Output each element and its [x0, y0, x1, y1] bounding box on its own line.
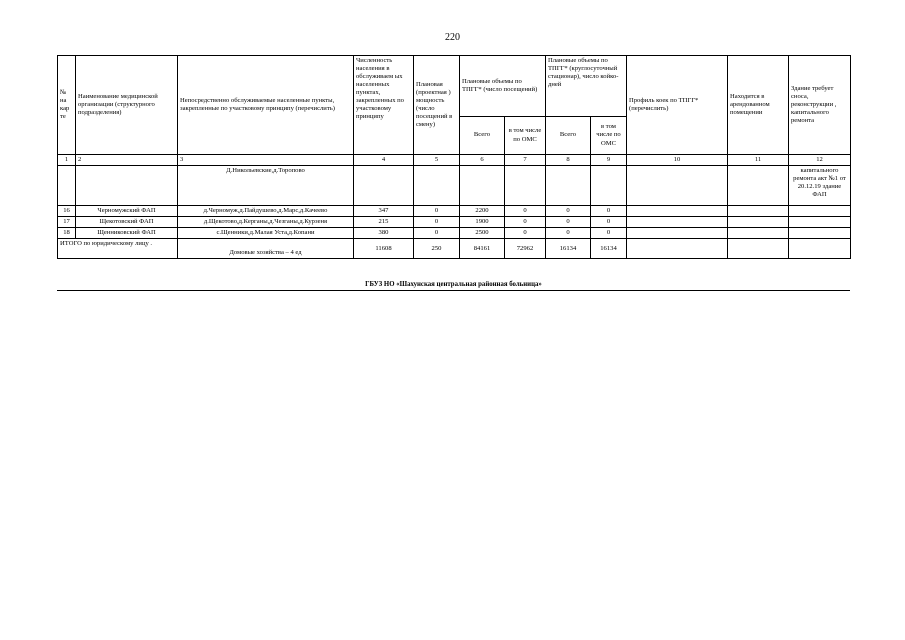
total-visits-oms: 72962 [505, 239, 546, 259]
beds-total: 0 [546, 228, 591, 239]
header-col6-7: Плановые объемы по ТПГГ* (число посещений) [460, 56, 546, 117]
column-number: 8 [546, 155, 591, 166]
column-number: 9 [591, 155, 627, 166]
header-col4: Численность населения в обслуживаем ых населенных пунктах, закрепленных по участковому принципу [354, 56, 414, 155]
population: 380 [354, 228, 414, 239]
subheader-beds-total: Всего [546, 117, 591, 155]
beds-total: 0 [546, 206, 591, 217]
beds-total: 0 [546, 217, 591, 228]
subheader-beds-oms: в том числе по ОМС [591, 117, 627, 155]
total-households: Домовые хозяйства – 4 ед [178, 239, 354, 259]
subheader-visits-oms: в том числе по ОМС [505, 117, 546, 155]
total-beds-oms: 16134 [591, 239, 627, 259]
service-points: д.Щекотово,д.Керганы,д.Чезганы,д.Курзеня [178, 217, 354, 228]
column-number: 3 [178, 155, 354, 166]
table-row [58, 217, 851, 228]
capacity: 0 [414, 217, 460, 228]
population: 215 [354, 217, 414, 228]
facility-name: Щенниковский ФАП [76, 228, 178, 239]
service-points: д.Черномуж,д.Пайдушево,д.Марс,д.Качеево [178, 206, 354, 217]
population: 347 [354, 206, 414, 217]
column-number: 4 [354, 155, 414, 166]
header-col11: Находится в арендованном помещении [728, 56, 789, 155]
total-beds: 16134 [546, 239, 591, 259]
header-col8-9: Плановые объемы по ТПГГ* (круглосуточный стационар), число койко-дней [546, 56, 627, 117]
total-population: 11608 [354, 239, 414, 259]
row-number: 17 [58, 217, 76, 228]
beds-oms: 0 [591, 228, 627, 239]
divider [57, 290, 850, 291]
visits-oms: 0 [505, 206, 546, 217]
organization-title: ГБУЗ НО «Шахунская центральная районная больница» [365, 281, 542, 288]
row-number: 16 [58, 206, 76, 217]
column-number: 10 [627, 155, 728, 166]
visits-total: 2200 [460, 206, 505, 217]
page-number: 220 [445, 32, 460, 43]
column-number: 2 [76, 155, 178, 166]
beds-oms: 0 [591, 206, 627, 217]
row-number: 18 [58, 228, 76, 239]
header-col3: Непосредственно обслуживаемые населенные пункты, закрепленные по участковому принципу (перечислить) [178, 56, 354, 155]
header-row [58, 56, 851, 117]
column-number: 6 [460, 155, 505, 166]
column-numbers-row [58, 155, 851, 166]
total-capacity: 250 [414, 239, 460, 259]
header-col1: № на кар те [58, 56, 76, 155]
header-col10: Профиль коек по ТПГГ* (перечислить) [627, 56, 728, 155]
continuation-repair-note: капитального ремонта акт №1 от 20.12.19 здание ФАП [789, 166, 851, 206]
service-points: с.Щенники,д.Малая Уста,д.Копани [178, 228, 354, 239]
capacity: 0 [414, 228, 460, 239]
beds-oms: 0 [591, 217, 627, 228]
capacity: 0 [414, 206, 460, 217]
total-row [58, 239, 851, 259]
total-visits: 84161 [460, 239, 505, 259]
header-col12: Здание требует сноса, реконструкции , капитального ремонта [789, 56, 851, 155]
visits-total: 1900 [460, 217, 505, 228]
header-col5: Плановая (проектная ) мощность (число посещений в смену) [414, 56, 460, 155]
facility-name: Черномужский ФАП [76, 206, 178, 217]
facilities-table [57, 55, 851, 259]
total-label: ИТОГО по юридическому лицу . [58, 239, 178, 259]
column-number: 1 [58, 155, 76, 166]
visits-oms: 0 [505, 217, 546, 228]
visits-total: 2500 [460, 228, 505, 239]
column-number: 7 [505, 155, 546, 166]
facility-name: Щекотовский ФАП [76, 217, 178, 228]
column-number: 12 [789, 155, 851, 166]
column-number: 5 [414, 155, 460, 166]
column-number: 11 [728, 155, 789, 166]
table-row [58, 228, 851, 239]
continuation-points: Д.Никольевские,д.Торопово [178, 166, 354, 206]
header-col2: Наименование медицинской организации (структурного подразделения) [76, 56, 178, 155]
table-row [58, 206, 851, 217]
continuation-row [58, 166, 851, 206]
subheader-visits-total: Всего [460, 117, 505, 155]
visits-oms: 0 [505, 228, 546, 239]
